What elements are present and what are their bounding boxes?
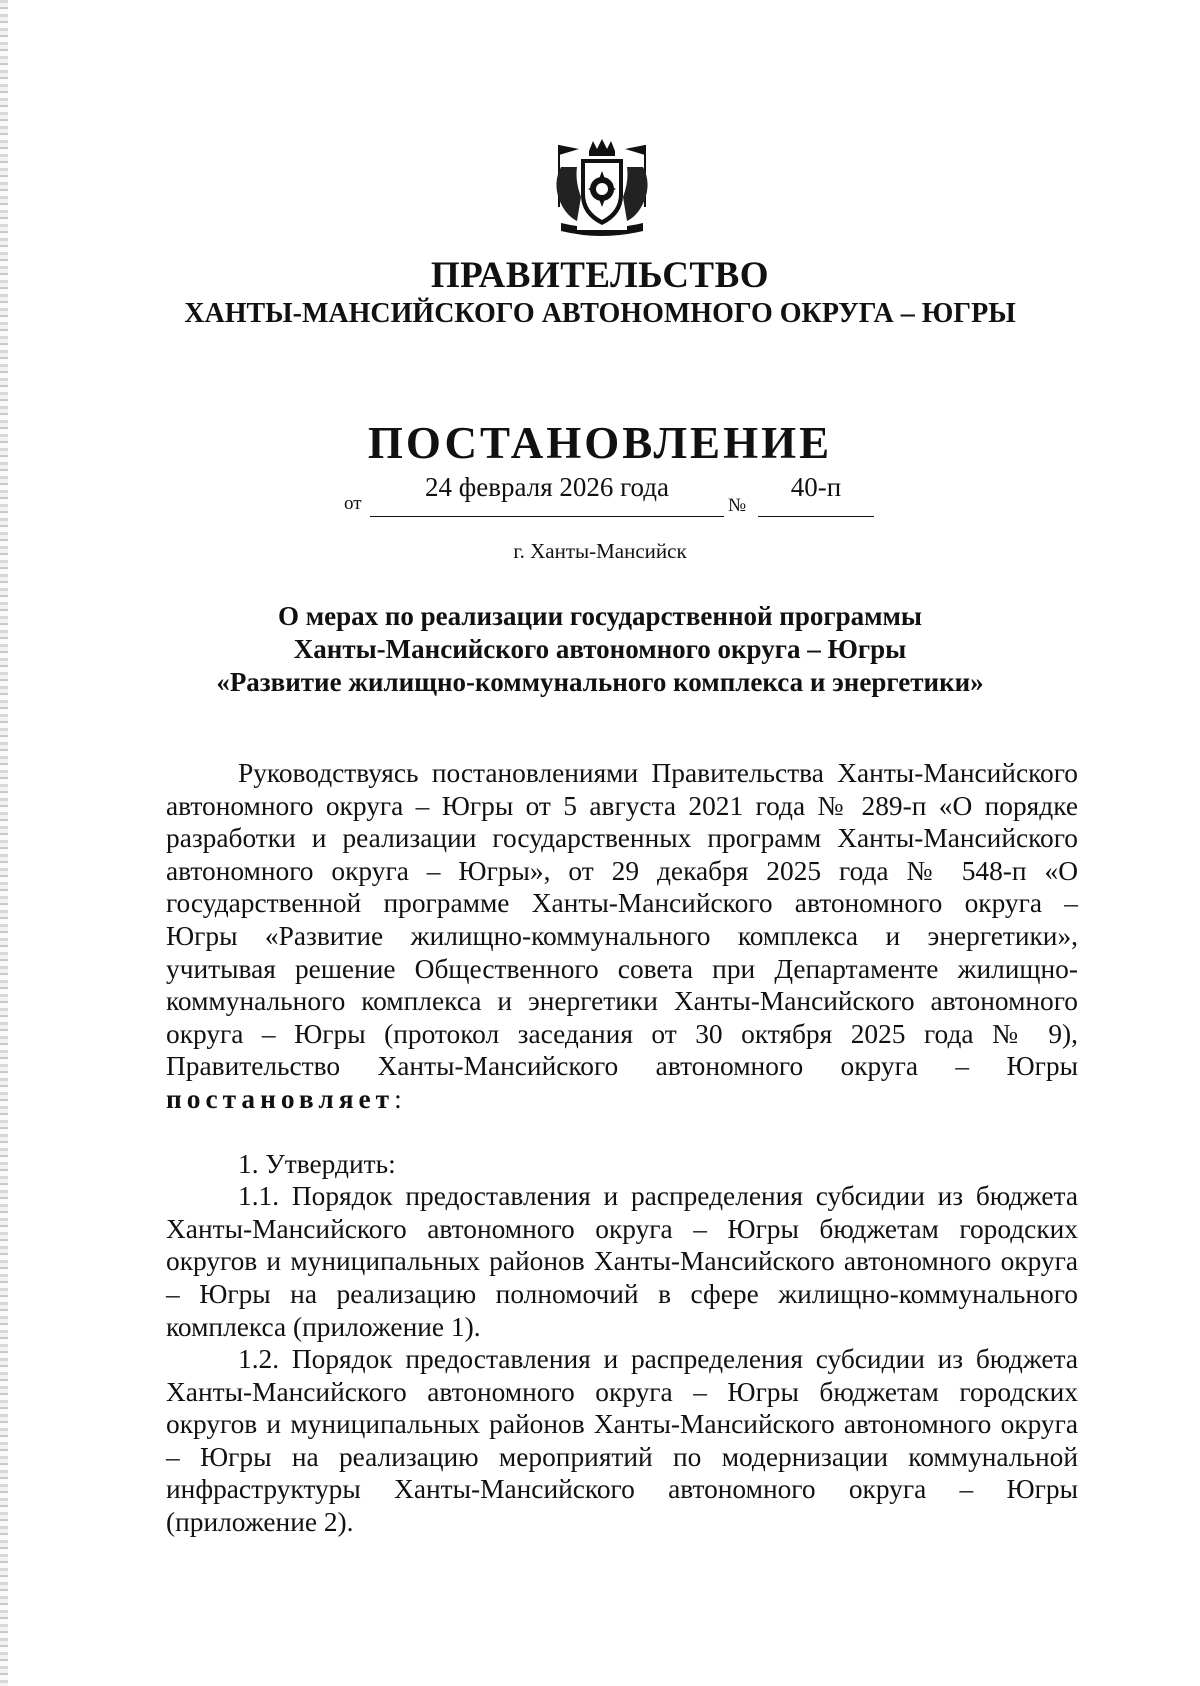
- scan-edge: [0, 0, 8, 1686]
- item-1-1: 1.1. Порядок предоставления и распределения субсидии из бюджета Ханты-Мансийского автономного округа – Югры бюджетам городских округов и муниципальных районов Ханты-Мансийского автономного округа – Югры на реализацию полномочий в сфере жилищно-коммунального комплекса (приложение 1).: [166, 1181, 1078, 1342]
- region-title: ХАНТЫ-МАНСИЙСКОГО АВТОНОМНОГО ОКРУГА – ЮГРЫ: [184, 298, 1016, 329]
- coat-of-arms-icon: [547, 137, 657, 241]
- number-prefix: №: [728, 495, 747, 516]
- document-number: 40-п: [790, 472, 842, 502]
- paragraph-gap: [166, 1116, 1078, 1148]
- subject-line: Ханты-Мансийского автономного округа – Югры: [293, 634, 907, 664]
- date-prefix: от: [344, 493, 362, 514]
- document-date: 24 февраля 2026 года: [425, 472, 669, 502]
- date-number-row: [0, 467, 1200, 527]
- item-1-2: 1.2. Порядок предоставления и распределения субсидии из бюджета Ханты-Мансийского автономного округа – Югры бюджетам городских округов и муниципальных районов Ханты-Мансийского автономного округа – Югры на реализацию мероприятий по модернизации коммунальной инфраструктуры Ханты-Мансийского автономного округа – Югры (приложение 2).: [166, 1344, 1078, 1538]
- resolves-suffix: :: [394, 1083, 402, 1114]
- preamble-text: Руководствуясь постановлениями Правительства Ханты-Мансийского автономного округа – Югры от 5 августа 2021 года № 289-п «О порядке разработки и реализации государственных программ Ханты-Мансийского автономного округа – Югры», от 29 декабря 2025 года № 548-п «О государственной программе Ханты-Мансийского автономного округа – Югры «Развитие жилищно-коммунального комплекса и энергетики», учитывая решение Общественного совета при Департаменте жилищно-коммунального комплекса и энергетики Ханты-Мансийского автономного округа – Югры (протокол заседания от 30 октября 2025 года № 9), Правительство Ханты-Мансийского автономного округа – Югры: [166, 758, 1078, 1082]
- city-label: г. Ханты-Мансийск: [513, 539, 687, 563]
- number-underline: [758, 516, 874, 517]
- resolves-word: постановляет: [166, 1083, 395, 1114]
- document-subject: [150, 600, 1050, 699]
- preamble-paragraph: [166, 757, 1078, 1116]
- subject-line: «Развитие жилищно-коммунального комплекса и энергетики»: [216, 667, 984, 697]
- date-underline: [370, 516, 724, 517]
- subject-line: О мерах по реализации государственной программы: [277, 601, 923, 631]
- item-1: 1. Утвердить:: [238, 1148, 396, 1179]
- document-body: [166, 757, 1078, 1539]
- document-type-title: ПОСТАНОВЛЕНИЕ: [367, 418, 833, 468]
- government-title: ПРАВИТЕЛЬСТВО: [430, 255, 770, 296]
